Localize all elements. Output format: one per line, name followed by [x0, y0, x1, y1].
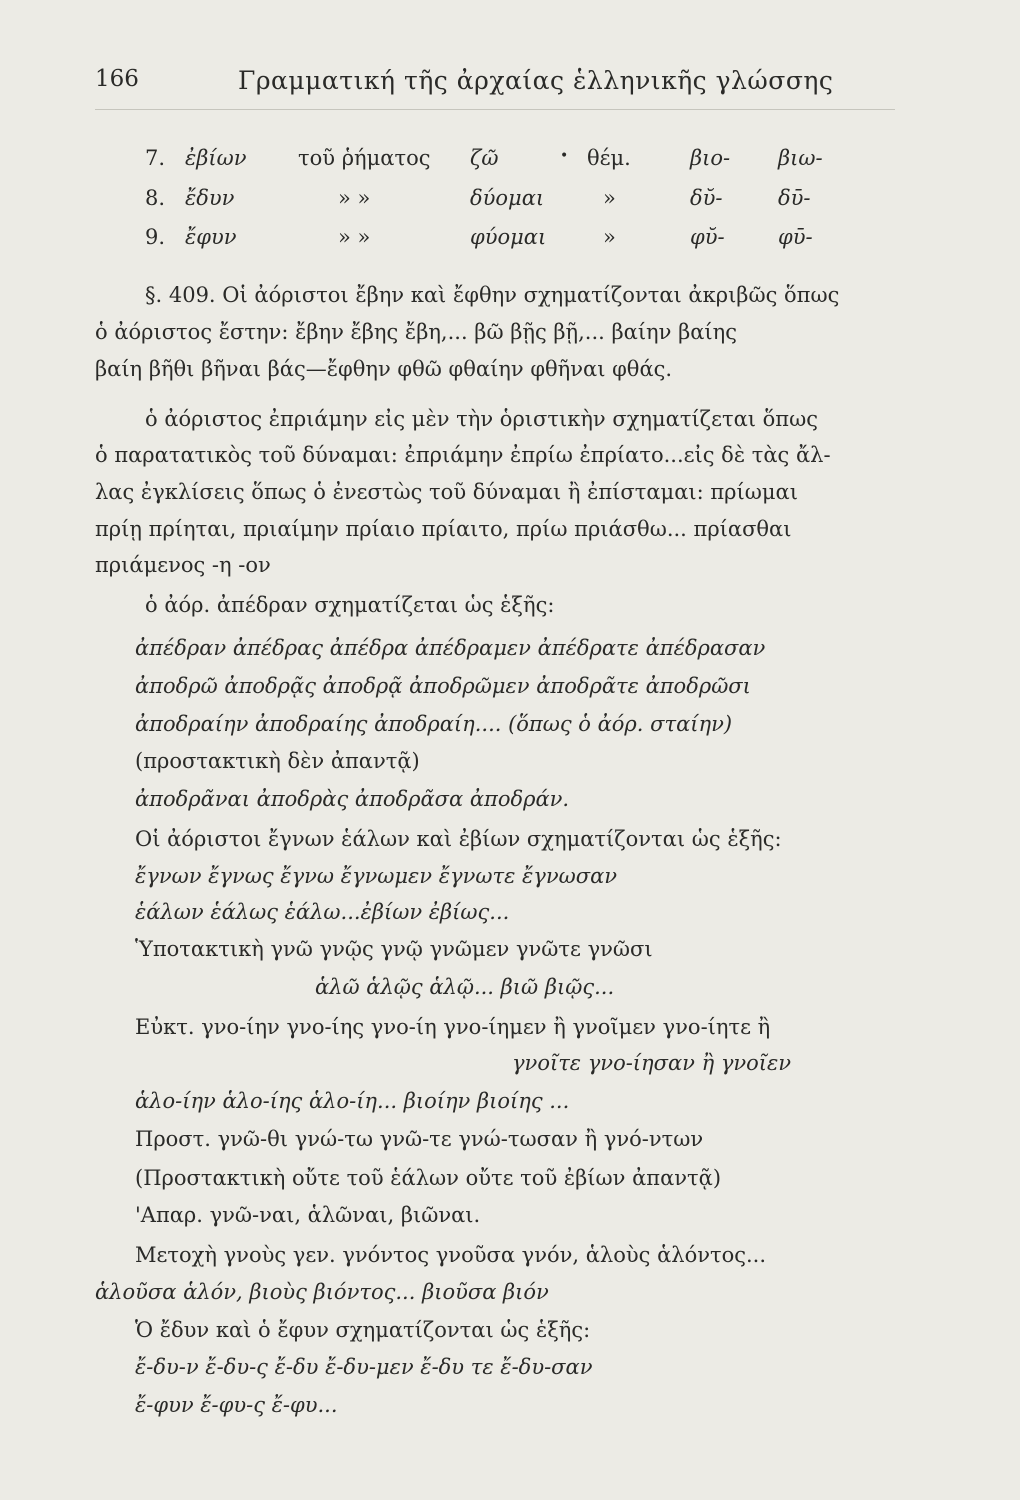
conjugation-line: ἑάλων ἑάλως ἑάλω...ἐβίων ἐβίως... — [135, 900, 510, 924]
table-desc: » » — [338, 225, 371, 249]
table-row-number: 9. — [145, 225, 166, 249]
paragraph-line: ὁ ἀόριστος ἔστην: ἔβην ἔβης ἔβη,... βῶ βῇς βῇ,... βαίην βαίης — [95, 320, 737, 344]
table-stem-1: δῠ- — [690, 186, 723, 210]
page-header — [95, 66, 895, 102]
table-form: ἔδυν — [185, 186, 235, 210]
table-them: » — [603, 186, 616, 210]
conjugation-line: ἔ-φυν ἔ-φυ-ς ἔ-φυ... — [135, 1393, 338, 1417]
conjugation-line: γνοῖτε γνο-ίησαν ἢ γνοῖεν — [512, 1051, 792, 1075]
table-row-number: 8. — [145, 186, 166, 210]
paragraph-line: ὁ ἀόρ. ἀπέδραν σχηματίζεται ὡς ἑξῆς: — [145, 593, 555, 617]
table-them: θέμ. — [587, 146, 631, 170]
conjugation-line: ἀποδρᾶναι ἀποδρὰς ἀποδρᾶσα ἀποδράν. — [135, 787, 570, 811]
conjugation-line: ἁλο-ίην ἁλο-ίης ἁλο-ίη... βιοίην βιοίης ... — [135, 1089, 570, 1113]
table-form: ἔφυν — [185, 225, 237, 249]
table-verb: ζῶ — [470, 146, 499, 170]
table-stem-1: βιο- — [690, 146, 731, 170]
table-stem-2: φῡ- — [778, 225, 813, 249]
table-stem-1: φῠ- — [690, 225, 725, 249]
table-desc: τοῦ ῥήματος — [298, 146, 431, 170]
conjugation-line: (Προστακτικὴ οὔτε τοῦ ἑάλων οὔτε τοῦ ἐβίων ἀπαντᾷ) — [135, 1166, 722, 1190]
conjugation-line: Ὑποτακτικὴ γνῶ γνῷς γνῷ γνῶμεν γνῶτε γνῶσι — [135, 937, 653, 961]
page-number: 166 — [95, 66, 139, 92]
conjugation-line: Προστ. γνῶ-θι γνώ-τω γνῶ-τε γνώ-τωσαν ἢ γνό-ντων — [135, 1127, 704, 1151]
table-stem-2: βιω- — [778, 146, 823, 170]
table-verb: δύομαι — [470, 186, 545, 210]
table-stem-2: δῡ- — [778, 186, 811, 210]
conjugation-line: ἔ-δυ-ν ἔ-δυ-ς ἔ-δυ ἔ-δυ-μεν ἔ-δυ τε ἔ-δυ-σαν — [135, 1355, 593, 1379]
paragraph-line: πριάμενος -η -ον — [95, 553, 271, 577]
conjugation-line: ἁλῶ ἁλῷς ἁλῷ... βιῶ βιῷς... — [315, 975, 615, 999]
conjugation-line: ἀποδρῶ ἀποδρᾷς ἀποδρᾷ ἀποδρῶμεν ἀποδρᾶτε ἀποδρῶσι — [135, 674, 751, 698]
table-verb: φύομαι — [470, 225, 547, 249]
table-bullet: • — [560, 148, 569, 164]
conjugation-line: Εὐκτ. γνο-ίην γνο-ίης γνο-ίη γνο-ίημεν ἢ γνοῖμεν γνο-ίητε ἢ — [135, 1015, 771, 1039]
conjugation-line: ἀπέδραν ἀπέδρας ἀπέδρα ἀπέδραμεν ἀπέδρατε ἀπέδρασαν — [135, 636, 766, 660]
table-row-number: 7. — [145, 146, 166, 170]
table-form: ἐβίων — [185, 146, 247, 170]
paragraph-line: λας ἐγκλίσεις ὅπως ὁ ἐνεστὼς τοῦ δύναμαι ἢ ἐπίσταμαι: πρίωμαι — [95, 480, 798, 504]
table-them: » — [603, 225, 616, 249]
running-title: Γραμματική τῆς ἀρχαίας ἑλληνικῆς γλώσσης — [238, 66, 834, 95]
paragraph-line: βαίη βῆθι βῆναι βάς—ἔφθην φθῶ φθαίην φθῆναι φθάς. — [95, 357, 673, 381]
paragraph-line: §. 409. Οἱ ἀόριστοι ἔβην καὶ ἔφθην σχηματίζονται ἀκριβῶς ὅπως — [145, 283, 840, 307]
table-desc: » » — [338, 186, 371, 210]
paragraph-line: Οἱ ἀόριστοι ἔγνων ἑάλων καὶ ἐβίων σχηματίζονται ὡς ἑξῆς: — [135, 827, 782, 851]
paragraph-line: ὁ ἀόριστος ἐπριάμην εἰς μὲν τὴν ὁριστικὴν σχηματίζεται ὅπως — [145, 407, 818, 431]
header-rule — [95, 109, 895, 110]
conjugation-line: ἔγνων ἔγνως ἔγνω ἔγνωμεν ἔγνωτε ἔγνωσαν — [135, 864, 618, 888]
conjugation-line: ἁλοῦσα ἁλόν, βιοὺς βιόντος... βιοῦσα βιόν — [95, 1280, 549, 1304]
conjugation-line: 'Απαρ. γνῶ-ναι, ἁλῶναι, βιῶναι. — [135, 1203, 481, 1227]
conjugation-line: Μετοχὴ γνοὺς γεν. γνόντος γνοῦσα γνόν, ἁλοὺς ἁλόντος... — [135, 1243, 767, 1267]
paragraph-line: πρίῃ πρίηται, πριαίμην πρίαιο πρίαιτο, πρίω πριάσθω... πρίασθαι — [95, 517, 792, 541]
paragraph-line: Ὁ ἔδυν καὶ ὁ ἔφυν σχηματίζονται ὡς ἑξῆς: — [135, 1318, 591, 1342]
conjugation-line: (προστακτικὴ δὲν ἀπαντᾷ) — [135, 749, 420, 773]
paragraph-line: ὁ παρατατικὸς τοῦ δύναμαι: ἐπριάμην ἐπρίω ἐπρίατο...εἰς δὲ τὰς ἄλ- — [95, 443, 831, 467]
conjugation-line: ἀποδραίην ἀποδραίης ἀποδραίη.... (ὅπως ὁ ἀόρ. σταίην) — [135, 712, 733, 736]
